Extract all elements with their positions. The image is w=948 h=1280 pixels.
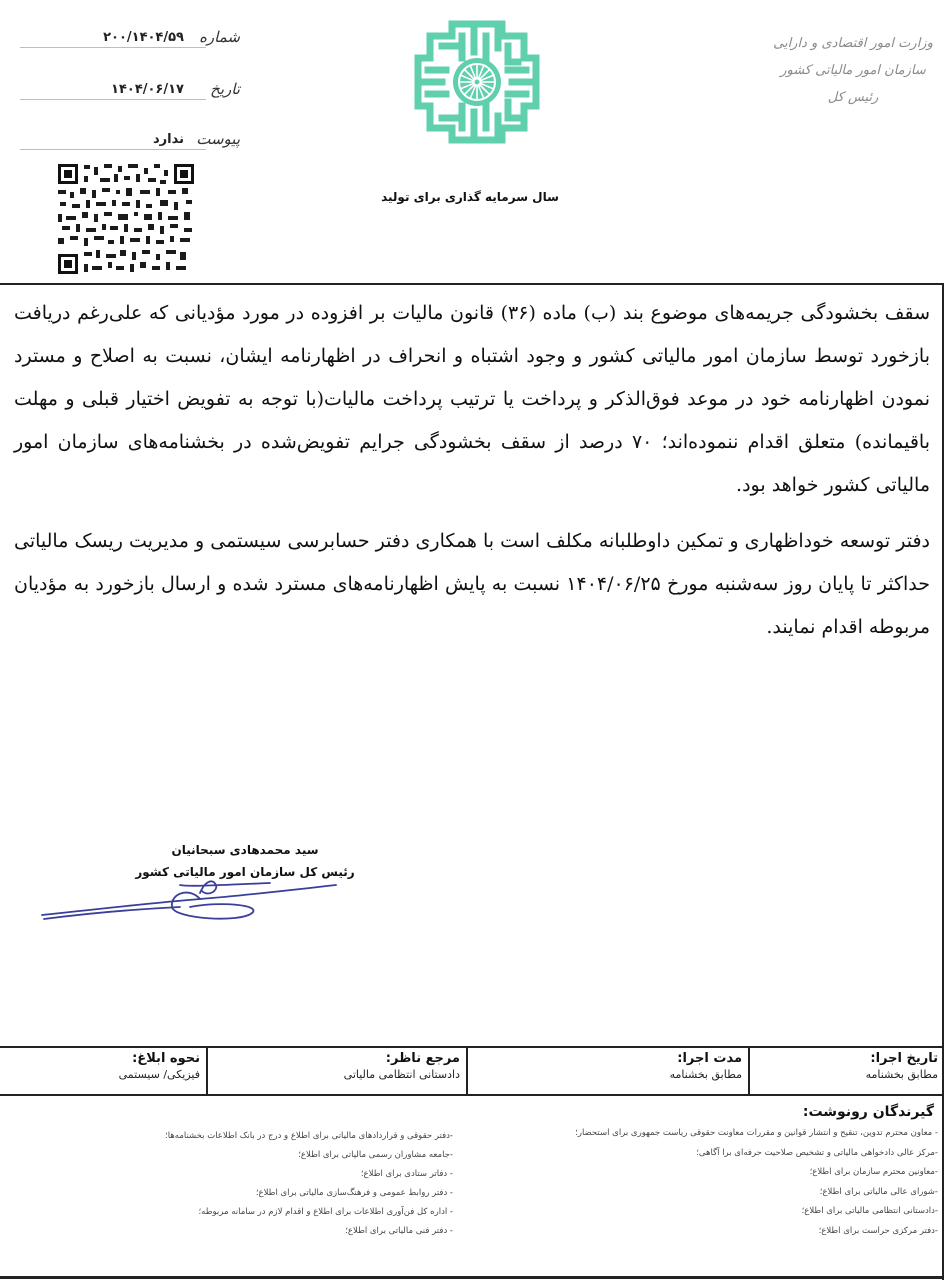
signatory-title: رئیس کل سازمان امور مالیاتی کشور xyxy=(135,865,355,879)
qr-code-icon xyxy=(56,162,196,276)
cc-recipient: - اداره کل فن‌آوری اطلاعات برای اطلاع و اقدام لازم در سامانه مربوطه؛ xyxy=(198,1207,453,1217)
ministry-line: وزارت امور اقتصادی و دارایی xyxy=(773,36,933,51)
divider xyxy=(20,99,206,100)
cc-recipient: - دفتر فنی مالیاتی برای اطلاع؛ xyxy=(345,1226,453,1236)
execution-duration-label: مدت اجرا: xyxy=(677,1051,742,1066)
cell-supervising-authority xyxy=(206,1048,466,1094)
tax-organization-logo xyxy=(412,18,542,146)
circular-body xyxy=(14,292,930,649)
logo-emblem-icon xyxy=(412,18,542,146)
cc-recipients-right-column xyxy=(448,1124,938,1241)
attachment-label: پیوست xyxy=(196,130,240,148)
cell-notification-method xyxy=(0,1048,206,1094)
attachment-value: ندارد xyxy=(149,132,188,147)
cell-execution-duration xyxy=(466,1048,748,1094)
paragraph-penalty-ceiling: سقف بخشودگی جریمه‌های موضوع بند (ب) ماده (۳۶) قانون مالیات بر افزوده در مورد مؤدیانی که علی‌رغم دریافت بازخورد توسط سازمان امور مالیاتی کشور و وجود اشتباه و انحراف در اظهارنامه ایشان، نسبت به اصلاح و مسترد نمودن اظهارنامه خود در موعد فوق‌الذکر و پرداخت یا ترتیب پرداخت مالیات(با توجه به تفویض اختیار قبلی و مهلت باقیمانده) متعلق اقدام ننموده‌اند؛ ۷۰ درصد از سقف بخشودگی جرایم تفویض‌شده در بخشنامه‌های سازمان امور مالیاتی کشور خواهد بود. xyxy=(14,302,930,496)
organization-line: سازمان امور مالیاتی کشور xyxy=(780,63,926,78)
paragraph-monitoring-duty: دفتر توسعه خوداظهاری و تمکین داوطلبانه مکلف است با همکاری دفتر حسابرسی سیستمی و مدیریت ریسک مالیاتی حداکثر تا پایان روز سه‌شنبه مورخ ۱۴۰۴/۰۶/۲۵ نسبت به پایش اظهارنامه‌های مسترد شده و ارسال بازخورد به مؤدیان مربوطه اقدام نمایند. xyxy=(14,530,931,638)
divider xyxy=(20,149,206,150)
year-motto: سال سرمایه گذاری برای تولید xyxy=(381,190,559,204)
cc-recipient: - معاون محترم تدوین، تنقیح و انتشار قوانین و مقررات معاونت حقوقی ریاست جمهوری برای استحضار؛ xyxy=(575,1128,938,1138)
letter-number-row xyxy=(20,30,240,52)
cc-recipient: -مرکز عالی دادخواهی مالیاتی و تشخیص صلاحیت حرفه‌ای برا آگاهی؛ xyxy=(696,1147,938,1158)
letter-number: ۲۰۰/۱۴۰۴/۵۹ xyxy=(99,30,188,45)
attachment-row xyxy=(20,132,240,154)
document-bottom-border xyxy=(0,1276,944,1279)
cc-recipients-title: گیرندگان رونوشت: xyxy=(802,1104,934,1120)
divider xyxy=(20,47,206,48)
cc-recipient: - دفاتر ستادی برای اطلاع؛ xyxy=(360,1169,453,1179)
notification-method-label: نحوه ابلاغ: xyxy=(132,1051,200,1066)
letter-date-label: تاریخ xyxy=(210,80,240,98)
signature-block xyxy=(40,843,380,923)
cc-recipient: - دفتر روابط عمومی و فرهنگ‌سازی مالیاتی برای اطلاع؛ xyxy=(255,1188,453,1198)
cc-recipient: -دفتر حقوقی و قراردادهای مالیاتی برای اطلاع و درج در بانک اطلاعات بخشنامه‌ها؛ xyxy=(165,1131,453,1141)
ministry-letterhead xyxy=(758,30,948,111)
execution-date-value: مطابق بخشنامه xyxy=(865,1068,938,1081)
notification-method-value: فیزیکی/ سیستمی xyxy=(118,1068,200,1081)
letter-date: ۱۴۰۴/۰۶/۱۷ xyxy=(107,82,188,97)
cell-execution-date xyxy=(748,1048,944,1094)
cc-recipient: -معاونین محترم سازمان برای اطلاع؛ xyxy=(809,1167,938,1177)
execution-info-table xyxy=(0,1046,944,1096)
letter-number-label: شماره xyxy=(199,28,240,46)
office-line: رئیس کل xyxy=(827,90,879,105)
cc-recipient: -دفتر مرکزی حراست برای اطلاع؛ xyxy=(818,1225,938,1236)
cc-recipient: -جامعه مشاوران رسمی مالیاتی برای اطلاع؛ xyxy=(298,1150,453,1160)
cc-recipients-left-column xyxy=(13,1127,453,1241)
letter-date-row xyxy=(20,82,240,104)
body-frame-right-border xyxy=(942,283,944,1280)
body-frame-top-border xyxy=(0,283,944,285)
supervising-authority-value: دادستانی انتظامی مالیاتی xyxy=(343,1068,460,1081)
signatory-name: سید محمدهادی سبحانیان xyxy=(171,843,319,857)
execution-date-label: تاریخ اجرا: xyxy=(870,1051,938,1066)
cc-recipient: -شورای عالی مالیاتی برای اطلاع؛ xyxy=(819,1186,938,1197)
execution-duration-value: مطابق بخشنامه xyxy=(669,1068,742,1081)
cc-recipient: -دادستانی انتظامی مالیاتی برای اطلاع؛ xyxy=(801,1206,938,1216)
supervising-authority-label: مرجع ناظر: xyxy=(385,1051,460,1066)
qr-code[interactable] xyxy=(56,162,196,276)
